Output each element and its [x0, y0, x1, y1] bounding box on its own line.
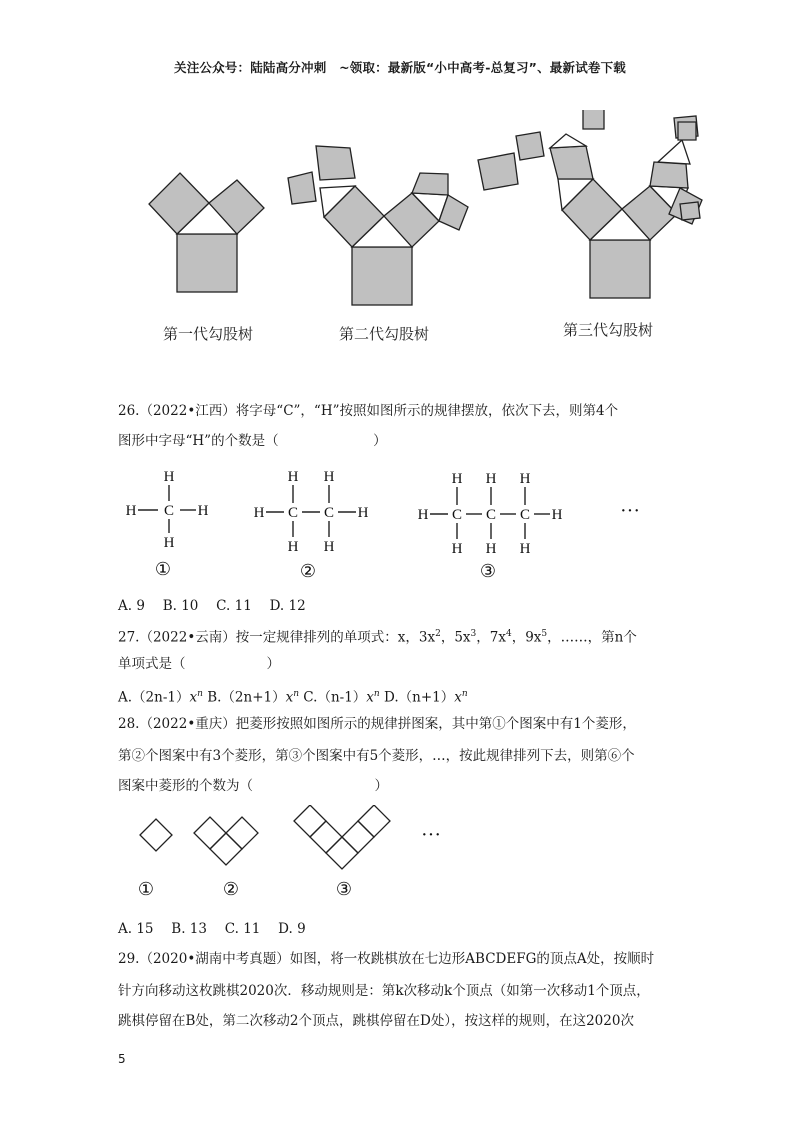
q29-line-1: 29.（2020•湖南中考真题）如图，将一枚跳棋放在七边形ABCDEFG的顶点A处，按顺时 — [118, 951, 655, 967]
atom-h: H — [357, 505, 369, 521]
atom-h: H — [451, 541, 463, 557]
q27-line-1: 27.（2022•云南）按一定规律排列的单项式：x，$3x^2$，$5x^3$，$7x^4$，$9x^5$，……，第n个 — [118, 629, 637, 646]
atom-c: C — [323, 505, 335, 521]
rhombus — [194, 817, 226, 849]
rhombus — [310, 821, 342, 853]
rhombus-figure — [118, 805, 458, 905]
rhombus — [210, 833, 242, 865]
q27-options: $A.(2n-1)x^n$ $B.(2n+1)x^n$ $C.(n-1)x^n$ $D.(n+1)x^n$ — [118, 689, 468, 706]
q28-line-1: 28.（2022•重庆）把菱形按照如图所示的规律拼图案，其中第①个图案中有1个菱形， — [118, 716, 636, 732]
figure-label: ③ — [335, 879, 353, 899]
molecule-figure — [118, 465, 658, 583]
atom-h: H — [551, 507, 563, 523]
atom-c: C — [163, 503, 175, 519]
atom-h: H — [417, 507, 429, 523]
rhombus — [358, 805, 390, 837]
atom-h: H — [163, 535, 175, 551]
rhombus — [326, 837, 358, 869]
tree-gen-3 — [478, 110, 702, 298]
figure-label: ① — [154, 559, 172, 579]
figure-label: ① — [137, 879, 155, 899]
rhombus — [140, 819, 172, 851]
figure-label: ② — [222, 879, 240, 899]
atom-h: H — [287, 469, 299, 485]
pythagoras-tree-figure — [130, 110, 710, 360]
rhombus — [294, 805, 326, 837]
continuation-dots: ··· — [421, 824, 441, 846]
tree-caption-1: 第一代勾股树 — [162, 326, 254, 343]
atom-c: C — [519, 507, 531, 523]
page-header: 关注公众号：陆陆高分冲刺 ~领取：最新版“小中高考-总复习”、最新试卷下载 — [174, 60, 626, 75]
q28-line-2: 第②个图案中有3个菱形，第③个图案中有5个菱形，…，按此规律排列下去，则第⑥个 — [118, 748, 635, 764]
figure-label: ③ — [479, 561, 497, 581]
q26-line-1: 26.（2022•江西）将字母“C”，“H”按照如图所示的规律摆放，依次下去，则第4个 — [118, 403, 619, 419]
q26-line-2: 图形中字母“H”的个数是（ ） — [118, 433, 387, 449]
atom-h: H — [323, 539, 335, 555]
rhombus — [342, 821, 374, 853]
q27-line-2: 单项式是（ ） — [118, 656, 280, 672]
atom-h: H — [163, 469, 175, 485]
atom-h: H — [253, 505, 265, 521]
tree-gen-1 — [149, 173, 264, 292]
atom-h: H — [519, 541, 531, 557]
q29-line-3: 跳棋停留在B处，第二次移动2个顶点，跳棋停留在D处），按这样的规则，在这2020次 — [118, 1013, 634, 1029]
tree-gen-2 — [288, 146, 468, 305]
atom-h: H — [485, 541, 497, 557]
atom-h: H — [323, 469, 335, 485]
atom-h: H — [485, 471, 497, 487]
q26-options: A. 9 B. 10 C. 11 D. 12 — [118, 598, 306, 614]
atom-c: C — [485, 507, 497, 523]
continuation-dots: ··· — [620, 500, 640, 522]
atom-c: C — [451, 507, 463, 523]
atom-c: C — [287, 505, 299, 521]
atom-h: H — [451, 471, 463, 487]
page-number: 5 — [118, 1052, 126, 1066]
rhombus — [226, 817, 258, 849]
q29-line-2: 针方向移动这枚跳棋2020次．移动规则是：第k次移动k个顶点（如第一次移动1个顶点， — [118, 983, 650, 999]
atom-h: H — [519, 471, 531, 487]
tree-caption-3: 第三代勾股树 — [562, 322, 654, 339]
atom-h: H — [197, 503, 209, 519]
q28-options: A. 15 B. 13 C. 11 D. 9 — [118, 921, 306, 937]
atom-h: H — [287, 539, 299, 555]
q28-line-3: 图案中菱形的个数为（ ） — [118, 778, 388, 794]
tree-caption-2: 第二代勾股树 — [338, 326, 430, 343]
atom-h: H — [125, 503, 137, 519]
figure-label: ② — [299, 561, 317, 581]
